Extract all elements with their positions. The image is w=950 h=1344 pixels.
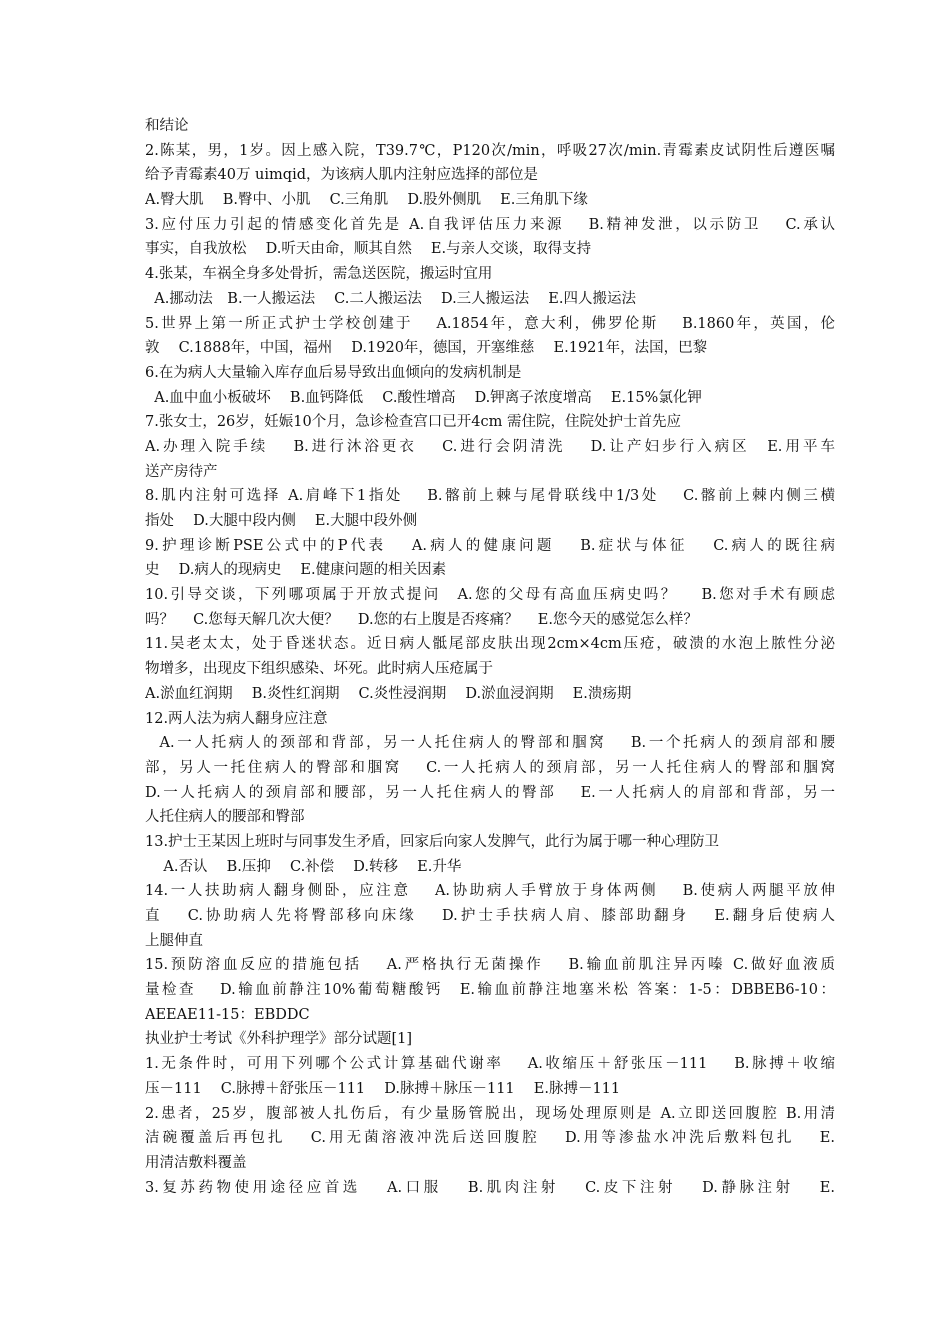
text-line: 12.两人法为病人翻身应注意 bbox=[145, 710, 328, 727]
text-line: 6.在为病人大量输入库存血后易导致出血倾向的发病机制是 bbox=[145, 364, 522, 381]
text-line: 送产房待产 bbox=[145, 463, 218, 480]
text-line: AEEAE11-15：EBDDC bbox=[145, 1006, 310, 1023]
text-line: D.一人托病人的颈肩部和腰部，另一人托住病人的臀部 E.一人托病人的肩部和背部，另一 bbox=[145, 784, 835, 801]
text-line: 用清洁敷料覆盖 bbox=[145, 1154, 247, 1171]
text-line: 7.张女士，26岁，妊娠10个月，急诊检查宫口已开4cm 需住院，住院处护士首先应 bbox=[145, 414, 681, 431]
text-line: 3.复苏药物使用途径应首选 A.口服 B.肌肉注射 C.皮下注射 D.静脉注射 E. bbox=[145, 1179, 835, 1196]
text-line: 8.肌内注射可选择 A.肩峰下1指处 B.髂前上棘与尾骨联线中1/3处 C.髂前上棘内侧三横 bbox=[145, 488, 835, 505]
text-line: A.臀大肌 B.臀中、小肌 C.三角肌 D.股外侧肌 E.三角肌下缘 bbox=[145, 192, 588, 209]
text-line: 5.世界上第一所正式护士学校创建于 A.1854年，意大利，佛罗伦斯 B.1860年，英国，伦 bbox=[145, 315, 835, 332]
text-line: 洁碗覆盖后再包扎 C.用无菌溶液冲洗后送回腹腔 D.用等渗盐水冲洗后敷料包扎 E. bbox=[145, 1130, 835, 1147]
text-line: 执业护士考试《外科护理学》部分试题[1] bbox=[145, 1031, 413, 1048]
text-line: A.挪动法 B.一人搬运法 C.二人搬运法 D.三人搬运法 E.四人搬运法 bbox=[145, 290, 636, 307]
document-body bbox=[145, 114, 835, 1200]
text-line: 吗？ C.您每天解几次大便？ D.您的右上腹是否疼痛？ E.您今天的感觉怎么样？ bbox=[145, 611, 698, 628]
text-line: 2.患者，25岁，腹部被人扎伤后，有少量肠管脱出，现场处理原则是 A.立即送回腹腔 B.用清 bbox=[145, 1105, 835, 1122]
text-line: 上腿伸直 bbox=[145, 932, 203, 949]
text-line: 4.张某，车祸全身多处骨折，需急送医院，搬运时宜用 bbox=[145, 266, 493, 283]
text-line: 3.应付压力引起的情感变化首先是 A.自我评估压力来源 B.精神发泄，以示防卫 C.承认 bbox=[145, 216, 835, 233]
text-line: 14.一人扶助病人翻身侧卧，应注意 A.协助病人手臂放于身体两侧 B.使病人两腿平放伸 bbox=[145, 883, 835, 900]
text-line: 直 C.协助病人先将臀部移向床缘 D.护士手扶病人肩、膝部助翻身 E.翻身后使病人 bbox=[145, 908, 835, 924]
text-line: 15.预防溶血反应的措施包括 A.严格执行无菌操作 B.输血前肌注异丙嗪 C.做好血液质 bbox=[145, 957, 835, 974]
text-line: 人托住病人的腰部和臀部 bbox=[145, 809, 305, 826]
text-line: 指处 D.大腿中段内侧 E.大腿中段外侧 bbox=[145, 513, 418, 529]
text-line: 2.陈某，男，1岁。因上感入院，T39.7℃，P120次/min，呼吸27次/min.青霉素皮试阴性后遵医嘱 bbox=[145, 142, 835, 159]
text-line: 和结论 bbox=[145, 118, 189, 134]
text-line: 给予青霉素40万 uimqid，为该病人肌内注射应选择的部位是 bbox=[145, 167, 538, 184]
text-line: 11.吴老太太，处于昏迷状态。近日病人骶尾部皮肤出现2cm×4cm压疮，破溃的水泡上脓性分泌 bbox=[145, 636, 835, 653]
text-line: A.血中血小板破坏 B.血钙降低 C.酸性增高 D.钾离子浓度增高 E.15%氯化钾 bbox=[145, 389, 702, 406]
text-line: A.办理入院手续 B.进行沐浴更衣 C.进行会阴清洗 D.让产妇步行入病区 E.用平车 bbox=[145, 438, 835, 455]
text-line: 物增多，出现皮下组织感染、坏死。此时病人压疮属于 bbox=[145, 661, 493, 678]
text-line: 部，另人一托住病人的臀部和腘窝 C.一人托病人的颈肩部，另一人托住病人的臀部和腘窝 bbox=[145, 759, 835, 776]
text-line: 事实，自我放松 D.听天由命，顺其自然 E.与亲人交谈，取得支持 bbox=[145, 241, 592, 258]
text-line: A.淤血红润期 B.炎性红润期 C.炎性浸润期 D.淤血浸润期 E.溃疡期 bbox=[145, 685, 632, 702]
text-line: 13.护士王某因上班时与同事发生矛盾，回家后向家人发脾气，此行为属于哪一种心理防卫 bbox=[145, 833, 720, 850]
text-line: 9.护理诊断PSE公式中的P代表 A.病人的健康问题 B.症状与体征 C.病人的既往病 bbox=[145, 537, 835, 554]
text-line: A.否认 B.压抑 C.补偿 D.转移 E.升华 bbox=[145, 858, 462, 875]
text-line: A.一人托病人的颈部和背部，另一人托住病人的臀部和腘窝 B.一个托病人的颈肩部和腰 bbox=[145, 735, 835, 752]
text-line: 量检查 D.输血前静注10%葡萄糖酸钙 E.输血前静注地塞米松 答案：1-5：DBBEB6-10： bbox=[145, 982, 835, 999]
text-line: 史 D.病人的现病史 E.健康问题的相关因素 bbox=[145, 562, 447, 579]
text-line: 敦 C.1888年，中国，福州 D.1920年，德国，开塞维慈 E.1921年，法国，巴黎 bbox=[145, 340, 708, 357]
text-line: 1.无条件时，可用下列哪个公式计算基础代谢率 A.收缩压＋舒张压－111 B.脉搏＋收缩 bbox=[145, 1056, 835, 1073]
text-line: 10.引导交谈，下列哪项属于开放式提问 A.您的父母有高血压病史吗？ B.您对手术有顾虑 bbox=[145, 587, 835, 604]
text-line: 压－111 C.脉搏＋舒张压－111 D.脉搏＋脉压－111 E.脉搏－111 bbox=[145, 1080, 621, 1097]
